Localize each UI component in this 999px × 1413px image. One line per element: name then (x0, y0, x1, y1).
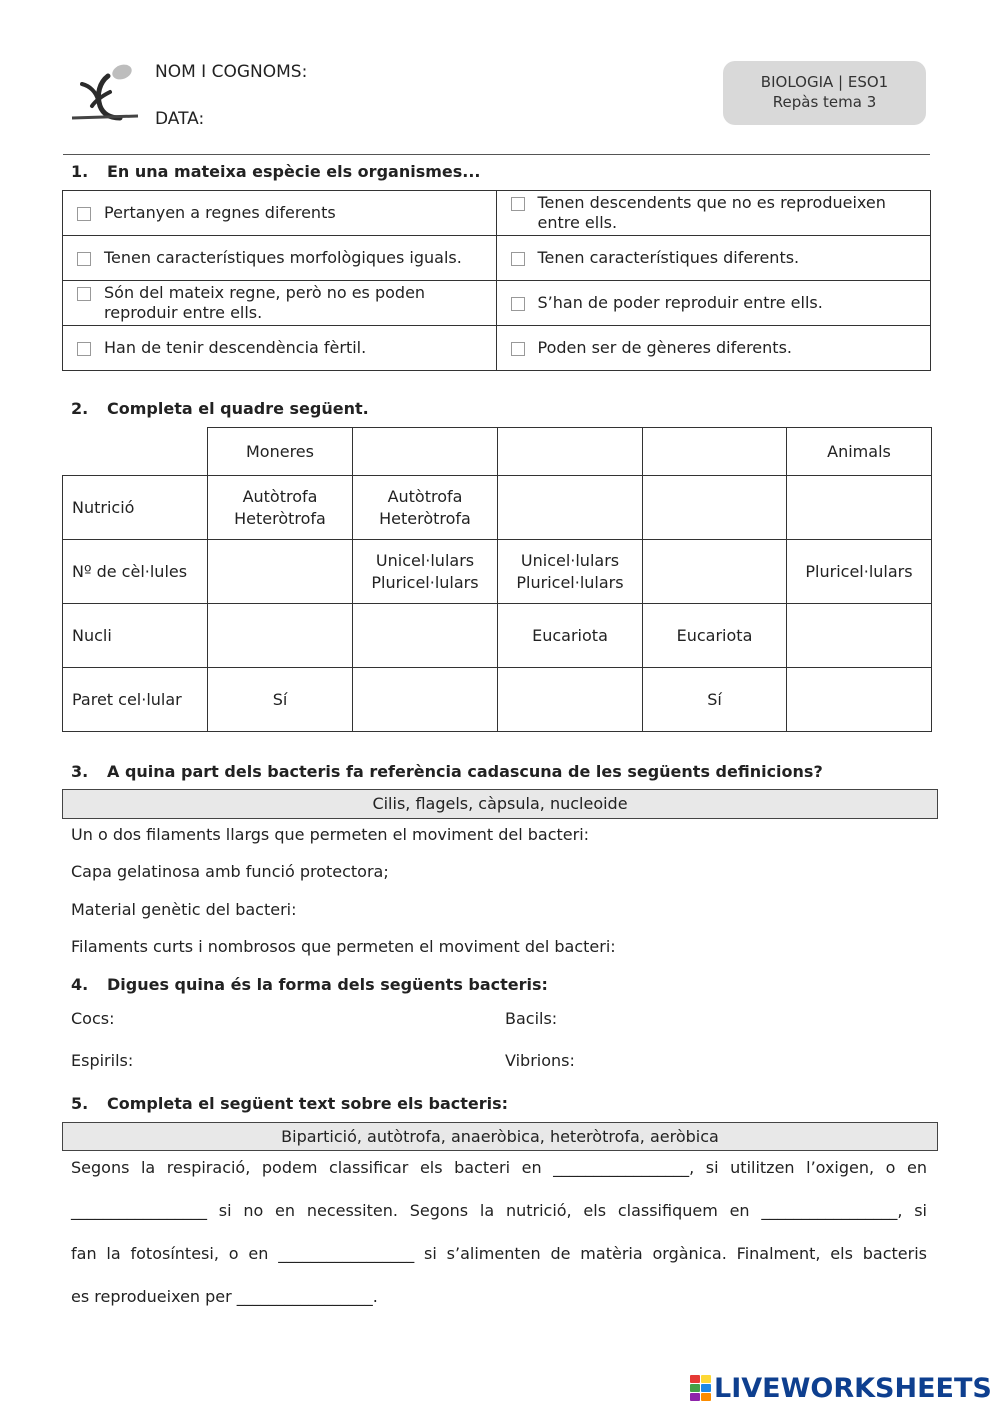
q4-title (71, 975, 548, 994)
checkbox[interactable] (77, 252, 91, 266)
q4-number: 4. (71, 975, 89, 994)
table-cell-input[interactable] (787, 604, 932, 668)
q2-title (71, 399, 369, 418)
brand-block (690, 1384, 700, 1392)
header-cell: Moneres (208, 428, 353, 476)
q4-item-espirils[interactable]: Espirils: (71, 1051, 134, 1070)
table-cell: Eucariota (643, 604, 787, 668)
q1-options-table (62, 190, 931, 371)
table-cell-input[interactable] (498, 668, 643, 732)
q4-item-cocs[interactable]: Cocs: (71, 1009, 115, 1028)
table-cell: Eucariota (498, 604, 643, 668)
q3-number: 3. (71, 762, 89, 781)
table-cell-input[interactable] (208, 604, 353, 668)
table-cell: Autòtrofa Heteròtrofa (208, 476, 353, 540)
q1-option[interactable]: Pertanyen a regnes diferents (63, 191, 497, 236)
q3-title (71, 762, 823, 781)
table-cell: Pluricel·lulars (787, 540, 932, 604)
table-cell-input[interactable] (498, 476, 643, 540)
table-cell-input[interactable] (353, 668, 498, 732)
liveworksheets-logo (690, 1373, 992, 1403)
q5-text: Completa el següent text sobre els bacteris: (107, 1094, 509, 1113)
checkbox[interactable] (511, 297, 525, 311)
table-cell: Sí (643, 668, 787, 732)
q1-option[interactable]: Són del mateix regne, però no es poden reproduir entre ells. (63, 281, 497, 326)
badge-subject: BIOLOGIA | ESO1 (760, 73, 889, 91)
q5-line[interactable]: _________________ si no en necessiten. Segons la nutrició, els classifiquem en _________________, si (71, 1201, 927, 1220)
q3-item[interactable]: Filaments curts i nombrosos que permeten el moviment del bacteri: (71, 937, 616, 956)
brand-name: LIVEWORKSHEETS (714, 1372, 992, 1404)
row-label: Nucli (63, 604, 208, 668)
brand-mark-icon (690, 1375, 710, 1401)
table-cell-input[interactable] (208, 540, 353, 604)
brand-block (701, 1375, 711, 1383)
header-divider (63, 154, 930, 155)
q5-line[interactable]: fan la fotosíntesi, o en _________________ si s’alimenten de matèria orgànica. Finalment, els bacteris (71, 1244, 927, 1263)
q1-option[interactable]: Han de tenir descendència fèrtil. (63, 326, 497, 371)
q3-item[interactable]: Capa gelatinosa amb funció protectora; (71, 862, 389, 881)
q1-option[interactable]: Poden ser de gèneres diferents. (496, 326, 931, 371)
q5-paragraph (71, 1146, 927, 1318)
q4-item-bacils[interactable]: Bacils: (505, 1009, 558, 1028)
q3-word-bank: Cilis, flagels, càpsula, nucleoide (62, 789, 938, 819)
date-label: DATA: (155, 109, 205, 129)
table-cell: Sí (208, 668, 353, 732)
q5-line[interactable]: es reprodueixen per _________________. (71, 1287, 378, 1306)
q5-line[interactable]: Segons la respiració, podem classificar els bacteri en _________________, si utilitzen l’oxigen, o en (71, 1158, 927, 1177)
checkbox[interactable] (511, 342, 525, 356)
q1-text: En una mateixa espècie els organismes... (107, 162, 481, 181)
checkbox[interactable] (77, 287, 91, 301)
header-cell: Animals (787, 428, 932, 476)
subject-badge (723, 61, 926, 125)
brand-block (701, 1393, 711, 1401)
q3-text: A quina part dels bacteris fa referència cadascuna de les següents definicions? (107, 762, 823, 781)
header-cell-input[interactable] (643, 428, 787, 476)
row-label: Nº de cèl·lules (63, 540, 208, 604)
q5-word-bank: Bipartició, autòtrofa, anaeròbica, heteròtrofa, aeròbica (62, 1122, 938, 1151)
table-cell-input[interactable] (353, 604, 498, 668)
q1-option[interactable]: S’han de poder reproduir entre ells. (496, 281, 931, 326)
checkbox[interactable] (511, 252, 525, 266)
brand-block (690, 1393, 700, 1401)
row-label: Paret cel·lular (63, 668, 208, 732)
table-corner (63, 428, 208, 476)
row-label: Nutrició (63, 476, 208, 540)
q2-text: Completa el quadre següent. (107, 399, 369, 418)
q1-number: 1. (71, 162, 89, 181)
table-cell: Autòtrofa Heteròtrofa (353, 476, 498, 540)
table-cell-input[interactable] (787, 668, 932, 732)
table-cell-input[interactable] (643, 476, 787, 540)
school-logo (70, 62, 142, 124)
badge-topic: Repàs tema 3 (772, 93, 877, 111)
kingdoms-table (62, 427, 932, 732)
table-cell-input[interactable] (643, 540, 787, 604)
checkbox[interactable] (77, 342, 91, 356)
q3-item[interactable]: Un o dos filaments llargs que permeten el moviment del bacteri: (71, 825, 590, 844)
checkbox[interactable] (77, 207, 91, 221)
q5-title (71, 1094, 508, 1113)
table-cell-input[interactable] (787, 476, 932, 540)
table-cell: Unicel·lulars Pluricel·lulars (498, 540, 643, 604)
q1-option[interactable]: Tenen descendents que no es reprodueixen entre ells. (496, 191, 931, 236)
q1-option[interactable]: Tenen característiques morfològiques iguals. (63, 236, 497, 281)
checkbox[interactable] (511, 197, 525, 211)
name-label: NOM I COGNOMS: (155, 62, 308, 82)
header-cell-input[interactable] (353, 428, 498, 476)
q1-title (71, 162, 481, 181)
q1-option[interactable]: Tenen característiques diferents. (496, 236, 931, 281)
brand-block (701, 1384, 711, 1392)
q4-item-vibrions[interactable]: Vibrions: (505, 1051, 575, 1070)
table-cell: Unicel·lulars Pluricel·lulars (353, 540, 498, 604)
q2-number: 2. (71, 399, 89, 418)
q5-number: 5. (71, 1094, 89, 1113)
q3-item[interactable]: Material genètic del bacteri: (71, 900, 297, 919)
header-cell-input[interactable] (498, 428, 643, 476)
brand-block (690, 1375, 700, 1383)
q4-text: Digues quina és la forma dels següents bacteris: (107, 975, 548, 994)
